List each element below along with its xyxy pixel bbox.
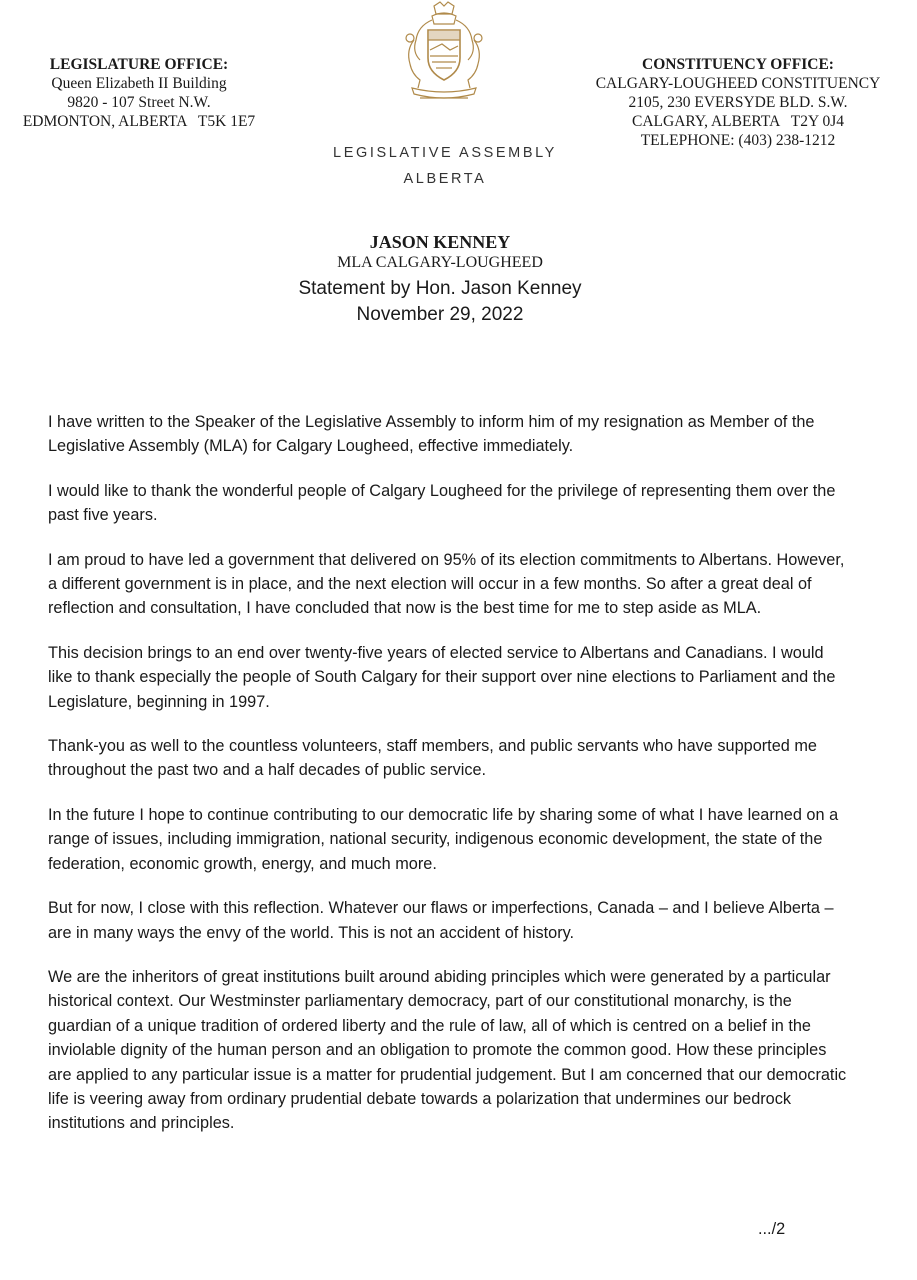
statement-body	[48, 410, 848, 1156]
paragraph: This decision brings to an end over twenty-five years of elected service to Albertans and Canadians. I would like to thank especially the people of South Calgary for their support over nine elections to Parliament and the Legislature, beginning in 1997.	[48, 643, 836, 711]
alberta-coat-of-arms-icon	[390, 0, 498, 105]
paragraph: In the future I hope to continue contributing to our democratic life by sharing some of what I have learned on a range of issues, including immigration, national security, indigenous economic development, the state of the federation, economic growth, energy, and much more.	[48, 805, 839, 873]
statement-header	[0, 231, 880, 328]
legislature-office-address	[8, 55, 270, 131]
paragraph: I am proud to have led a government that delivered on 95% of its election commitments to Albertans. However, a different government is in place, and the next election will occur in a few months. So after a great deal of reflection and consultation, I have concluded that now is the best time for me to step aside as MLA.	[48, 550, 845, 618]
statement-date: November 29, 2022	[356, 304, 524, 325]
legislature-office-heading: LEGISLATURE OFFICE:	[49, 56, 229, 73]
constituency-office-line1: CALGARY-LOUGHEED CONSTITUENCY	[595, 75, 881, 92]
mla-name: JASON KENNEY	[369, 232, 511, 252]
assembly-line1: LEGISLATIVE ASSEMBLY	[333, 145, 557, 161]
constituency-office-heading: CONSTITUENCY OFFICE:	[642, 56, 834, 73]
statement-title: Statement by Hon. Jason Kenney	[298, 278, 582, 299]
mla-riding: MLA CALGARY-LOUGHEED	[337, 254, 543, 271]
assembly-line2: ALBERTA	[403, 171, 487, 187]
paragraph: Thank-you as well to the countless volunteers, staff members, and public servants who have supported me throughout the past two and a half decades of public service.	[48, 737, 817, 780]
legislature-office-line1: Queen Elizabeth II Building	[51, 75, 227, 92]
constituency-office-line3: CALGARY, ALBERTA T2Y 0J4	[632, 113, 844, 130]
constituency-office-line2: 2105, 230 EVERSYDE BLD. S.W.	[628, 94, 848, 111]
legislature-office-line2: 9820 - 107 Street N.W.	[67, 94, 211, 111]
paragraph: We are the inheritors of great institutions built around abiding principles which were generated by a particular historical context. Our Westminster parliamentary democracy, part of our constitutional monarchy, is the guardian of a unique tradition of ordered liberty and the rule of law, all of which is centred on a belief in the inviolable dignity of the human person and an obligation to promote the common good. How these principles are applied to any particular issue is a matter for prudential judgement. But I am concerned that our democratic life is veering away from ordinary prudential debate towards a polarization that undermines our bedrock institutions and principles.	[48, 967, 847, 1133]
constituency-office-phone: TELEPHONE: (403) 238-1212	[640, 132, 836, 149]
legislative-assembly-label	[300, 140, 590, 192]
paragraph: But for now, I close with this reflection. Whatever our flaws or imperfections, Canada – and I believe Alberta – are in many ways the envy of the world. This is not an accident of history.	[48, 899, 834, 942]
paragraph: I would like to thank the wonderful people of Calgary Lougheed for the privilege of representing them over the past five years.	[48, 481, 836, 525]
legislature-office-line3: EDMONTON, ALBERTA T5K 1E7	[22, 113, 256, 130]
page-continuation-marker: .../2	[758, 1220, 786, 1238]
constituency-office-address	[578, 55, 898, 150]
paragraph: I have written to the Speaker of the Legislative Assembly to inform him of my resignation as Member of the Legislative Assembly (MLA) for Calgary Lougheed, effective immediately.	[48, 413, 815, 456]
